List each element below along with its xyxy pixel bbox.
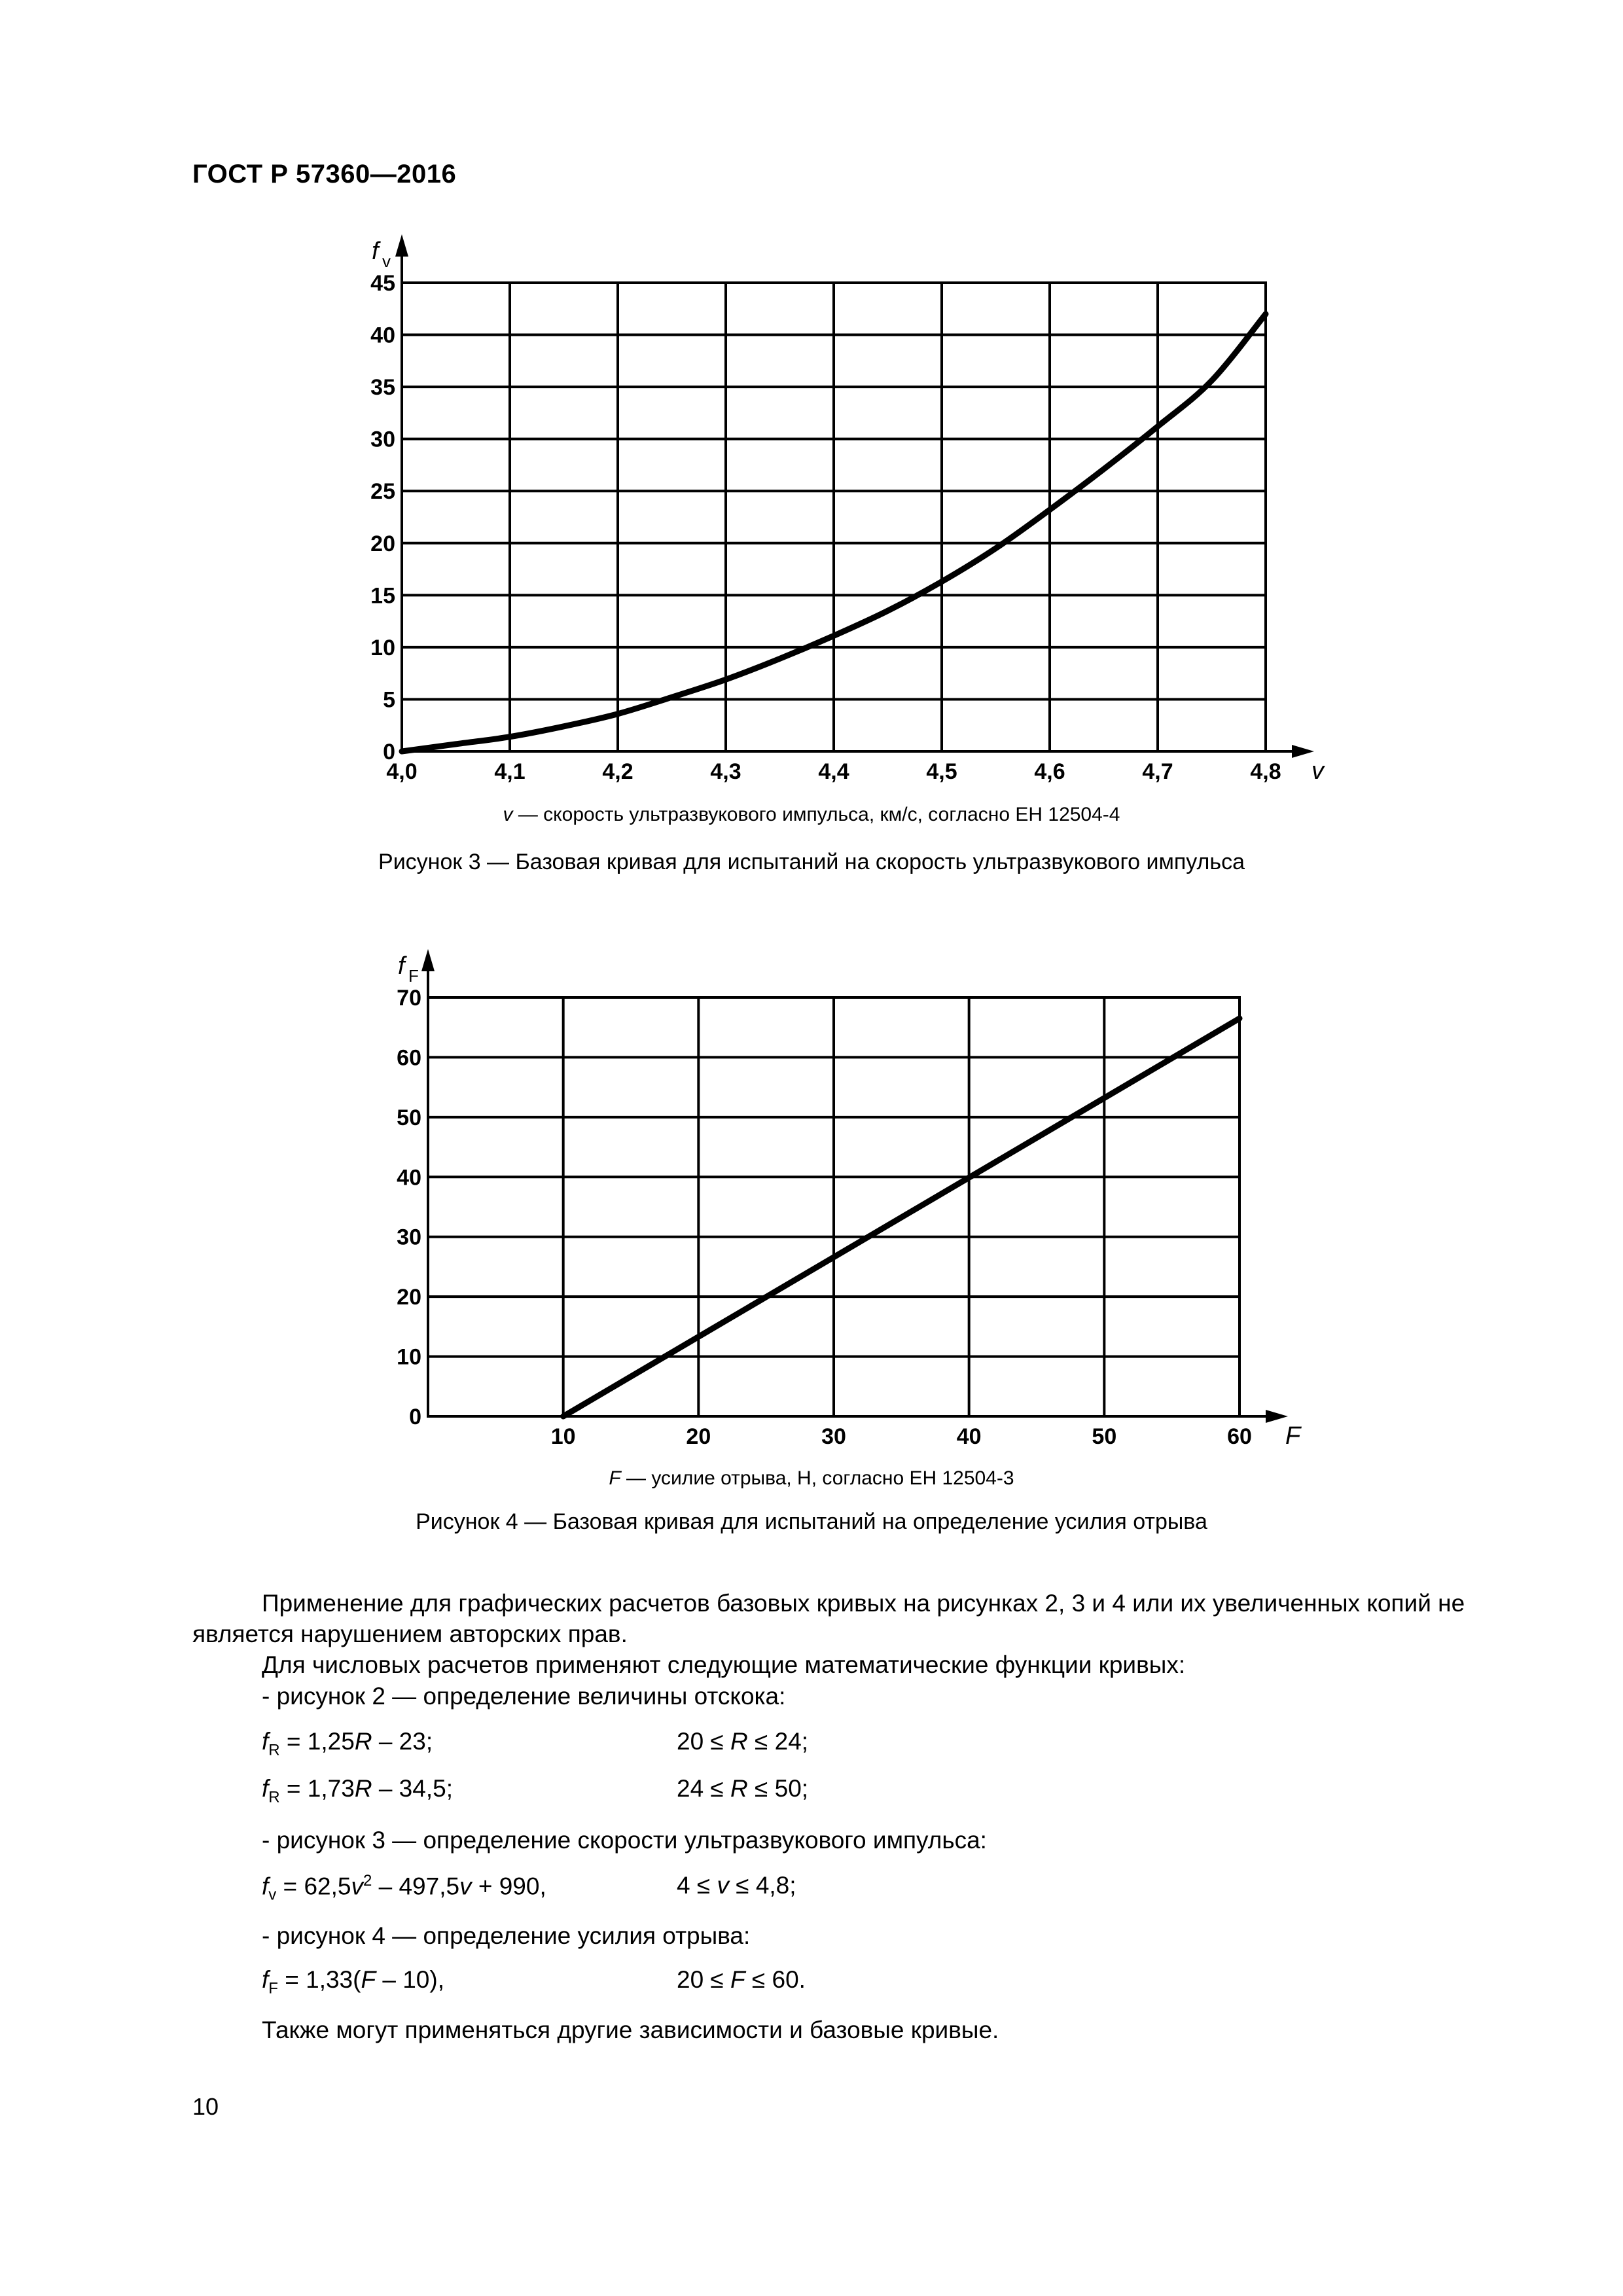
formula-fv-range: 4 ≤ v ≤ 4,8; (677, 1872, 796, 1899)
chart1-x-tick-label: 4,7 (1142, 759, 1173, 784)
chart2-x-tick-label: 60 (1227, 1424, 1252, 1449)
chart1-y-tick-label: 5 (383, 687, 395, 713)
figure3-legend (0, 804, 1623, 826)
formula-fF-range: 20 ≤ F ≤ 60. (677, 1966, 806, 1993)
chart1-y-tick-label: 40 (370, 323, 395, 348)
chart1-y-tick-label: 0 (383, 740, 395, 764)
chart1-x-axis-label: v (1311, 757, 1324, 785)
chart2-x-tick-label: 20 (686, 1424, 711, 1449)
figure4-caption: Рисунок 4 — Базовая кривая для испытаний на определение усилия отрыва (416, 1509, 1207, 1534)
chart1-y-tick-label: 25 (370, 479, 395, 505)
paragraph-copyright: Применение для графических расчетов базовых кривых на рисунках 2, 3 и 4 или их увеличенных копий не является нарушением авторских прав. (192, 1590, 1465, 1647)
chart2-y-tick-label: 60 (397, 1045, 421, 1071)
chart2-x-tick-label: 10 (550, 1424, 576, 1449)
chart2-x-axis-label: F (1285, 1422, 1301, 1450)
formula-fv: $f_v = 62,5v^2 - 497,5v + 990$, (262, 1872, 546, 1904)
formula-fR1: $f_R = 1,25R - 23$; (262, 1728, 433, 1759)
chart1-y-tick-label: 45 (370, 271, 395, 296)
chart2-y-tick-label: 20 (397, 1285, 421, 1310)
figure3-legend-text: — скорость ультразвукового импульса, км/с, согласно ЕН 12504-4 (512, 804, 1120, 825)
figure4-legend (0, 1467, 1623, 1490)
chart1-x-tick-label: 4,1 (494, 759, 526, 784)
paragraph-functions-intro: Для числовых расчетов применяют следующие математические функции кривых: (262, 1651, 1186, 1678)
chart2-y-tick-label: 0 (409, 1405, 421, 1429)
chart1-y-tick-label: 15 (370, 583, 395, 609)
item-figure2: - рисунок 2 — определение величины отскока: (262, 1683, 786, 1710)
item-figure4: - рисунок 4 — определение усилия отрыва: (262, 1922, 751, 1949)
chart1-x-tick-label: 4,0 (386, 759, 418, 784)
formula-fR1-range: 20 ≤ R ≤ 24; (677, 1728, 809, 1755)
chart1-y-tick-label: 10 (370, 635, 395, 660)
chart1-y-tick-label: 20 (370, 531, 395, 556)
chart1-x-tick-label: 4,2 (602, 759, 633, 784)
chart2-x-tick-label: 30 (821, 1424, 846, 1449)
chart1-y-tick-label: 30 (370, 427, 395, 452)
chart2-y-axis-label-sub: F (408, 966, 419, 986)
chart1-x-tick-label: 4,4 (818, 759, 849, 784)
chart1-x-tick-label: 4,3 (710, 759, 741, 784)
chart2-x-axis-arrow (1266, 1410, 1288, 1423)
chart1-y-axis-arrow (395, 234, 408, 257)
chart1-y-tick-label: 35 (370, 375, 395, 401)
figure4-legend-text: — усилие отрыва, Н, согласно ЕН 12504-3 (620, 1467, 1014, 1489)
chart2-x-tick-label: 40 (956, 1424, 982, 1449)
item-figure3: - рисунок 3 — определение скорости ультразвукового импульса: (262, 1827, 987, 1854)
figure3-legend-var: v (503, 804, 513, 825)
figure4-legend-var: F (609, 1467, 621, 1489)
formula-fR2-range: 24 ≤ R ≤ 50; (677, 1775, 809, 1802)
chart2-y-axis-label: f (398, 952, 405, 980)
chart2-y-tick-label: 30 (397, 1225, 421, 1250)
chart2-y-tick-label: 40 (397, 1165, 421, 1191)
page-number: 10 (192, 2093, 219, 2120)
chart-pull-off-force (0, 936, 1623, 1473)
chart2-y-tick-label: 50 (397, 1105, 421, 1130)
paragraph-closing: Также могут применяться другие зависимости и базовые кривые. (262, 2017, 999, 2043)
formula-fR2: $f_R = 1,73R - 34,5$; (262, 1775, 453, 1806)
chart1-x-tick-label: 4,5 (926, 759, 957, 784)
chart2-y-tick-label: 10 (397, 1344, 421, 1370)
chart-ultrasonic-velocity (0, 223, 1623, 798)
chart1-x-tick-label: 4,8 (1250, 759, 1281, 784)
chart1-y-axis-label-sub: v (382, 251, 391, 271)
chart2-y-tick-label: 70 (397, 986, 421, 1011)
chart1-y-axis-label: f (372, 238, 379, 265)
figure3-caption: Рисунок 3 — Базовая кривая для испытаний на скорость ультразвукового импульса (378, 850, 1245, 874)
chart2-x-tick-label: 50 (1092, 1424, 1117, 1449)
document-header: ГОСТ Р 57360—2016 (192, 160, 457, 188)
chart1-x-tick-label: 4,6 (1034, 759, 1065, 784)
chart2-y-axis-arrow (421, 949, 435, 971)
chart1-x-axis-arrow (1292, 745, 1314, 758)
formula-fF: $f_F = 1,33(F - 10)$, (262, 1966, 444, 1998)
